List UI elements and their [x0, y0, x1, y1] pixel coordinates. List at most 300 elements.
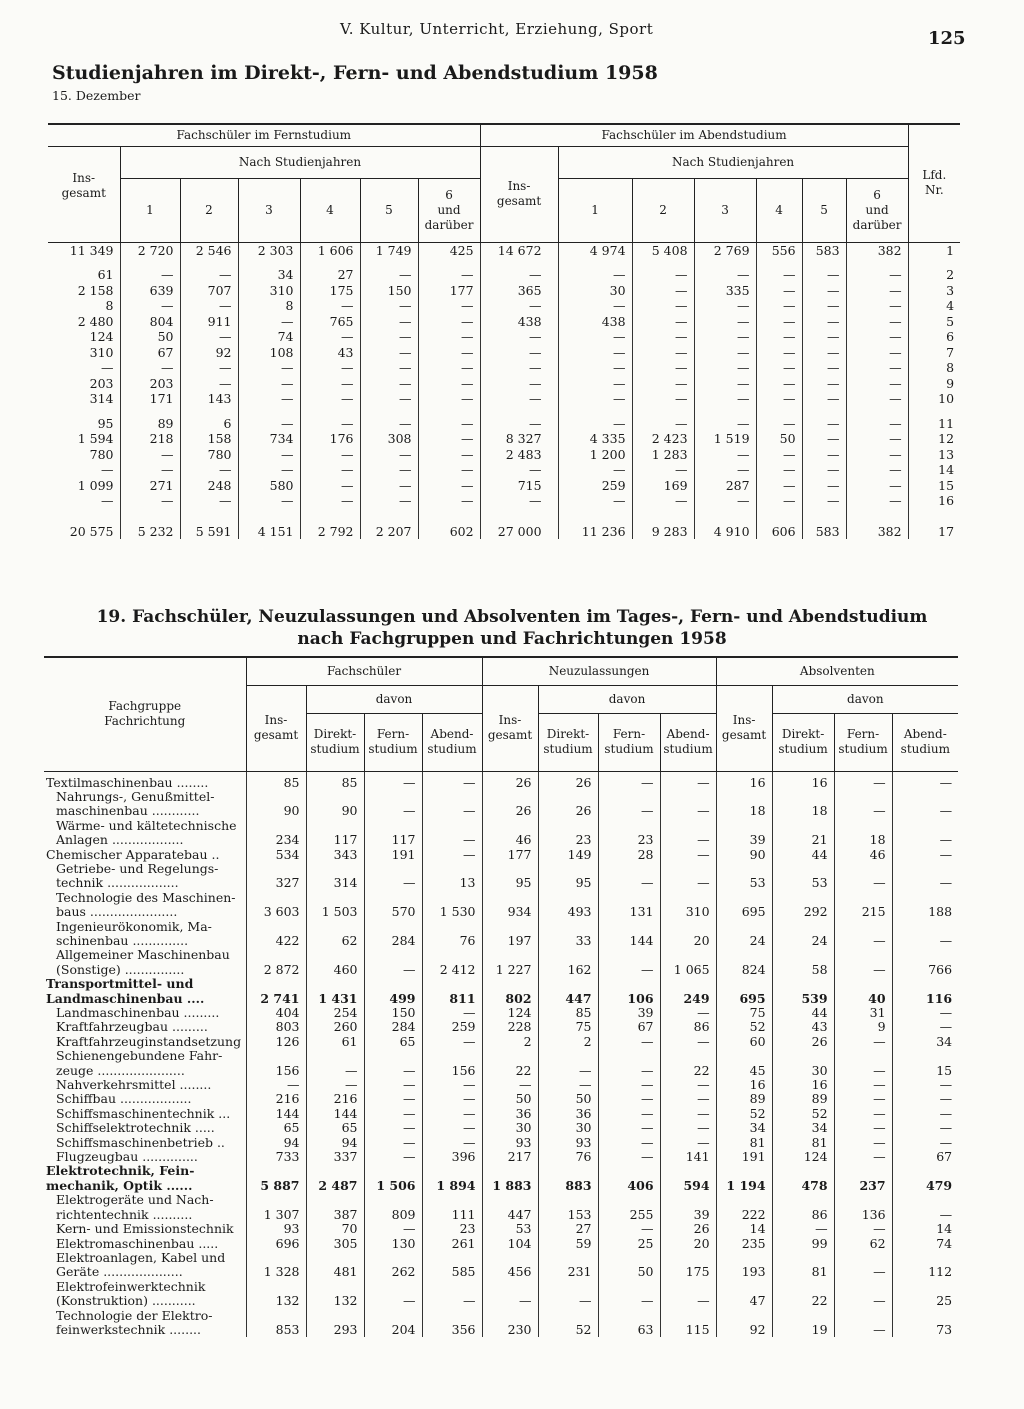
table-cell: —: [360, 314, 418, 330]
table-cell: —: [306, 1078, 364, 1092]
table-cell: 61: [48, 267, 120, 283]
table-cell: 235: [716, 1237, 772, 1251]
table-cell: 26: [482, 804, 538, 818]
table-row: [44, 1294, 958, 1308]
table-cell: —: [846, 376, 908, 392]
table-cell: [482, 948, 538, 962]
table-cell: 230: [482, 1323, 538, 1337]
table-cell: 8: [48, 298, 120, 314]
table-cell: 2: [482, 1035, 538, 1049]
table-cell: 404: [246, 1006, 306, 1020]
table-cell: 602: [418, 518, 480, 540]
table-cell: 14 672: [480, 242, 558, 258]
row-number: 9: [946, 375, 955, 391]
table-row: [48, 478, 960, 494]
head-absolventen: Absolventen: [716, 657, 958, 685]
table-cell: 177: [418, 283, 480, 299]
table-study-years: [48, 123, 960, 539]
table-row: [44, 1020, 958, 1034]
row-label: Kern- und Emissionstechnik: [44, 1222, 246, 1236]
table-cell: [306, 862, 364, 876]
row-label: Landmaschinenbau .........: [44, 1006, 246, 1020]
table-cell: [892, 948, 958, 962]
table-cell: 4 910: [694, 518, 756, 540]
table-cell: —: [939, 774, 953, 790]
table-cell: [306, 1309, 364, 1323]
table-cell: —: [598, 1222, 660, 1236]
table-cell: 52: [716, 1107, 772, 1121]
table-cell: 2 741: [246, 992, 306, 1006]
table-cell: 22: [482, 1064, 538, 1078]
table-cell: 76: [422, 934, 482, 948]
table-cell: —: [480, 345, 558, 361]
table-cell: [364, 790, 422, 804]
table-cell: —: [246, 1078, 306, 1092]
table-cell: —: [300, 478, 360, 494]
row-label: Chemischer Apparatebau ..: [44, 848, 246, 862]
table-cell: [834, 819, 892, 833]
table-cell: 59: [538, 1237, 598, 1251]
table-cell: 47: [716, 1294, 772, 1308]
table-row: [44, 1049, 958, 1063]
table-cell: [538, 1049, 598, 1063]
table-row: [44, 1035, 958, 1049]
row-number: 2: [946, 267, 955, 283]
table-cell: 26: [538, 771, 598, 790]
table-cell: —: [558, 345, 632, 361]
spacer-cell: [694, 258, 756, 267]
table-cell: 2 546: [180, 242, 238, 258]
table-cell: 2 792: [300, 518, 360, 540]
table-cell: [538, 1193, 598, 1207]
table-cell: —: [418, 462, 480, 478]
table-cell: [482, 977, 538, 991]
table-cell: 176: [300, 431, 360, 447]
head-insgesamt: Ins- gesamt: [48, 146, 120, 242]
table-cell: 132: [306, 1294, 364, 1308]
table-row: [44, 1092, 958, 1106]
table-cell: [660, 790, 716, 804]
table-cell: [772, 1251, 834, 1265]
table-cell: 284: [364, 1020, 422, 1034]
spacer-cell: [48, 258, 120, 267]
table-cell: 27: [538, 1222, 598, 1236]
table-cell: [892, 1193, 958, 1207]
spacer-cell: [480, 258, 558, 267]
spacer-cell: [558, 509, 632, 518]
table-row: [44, 819, 958, 833]
table-row: [48, 258, 960, 267]
table-cell: 30: [482, 1121, 538, 1135]
table-cell: 249: [660, 992, 716, 1006]
spacer-cell: [180, 509, 238, 518]
table-cell: —: [632, 376, 694, 392]
table-row: [44, 1064, 958, 1078]
table-cell: [598, 891, 660, 905]
table-cell: [422, 790, 482, 804]
table-cell: [598, 819, 660, 833]
table-cell: 606: [756, 518, 802, 540]
table-cell: 65: [364, 1035, 422, 1049]
table-cell: —: [660, 1294, 716, 1308]
row-number: 5: [946, 313, 955, 329]
table-cell: 293: [306, 1323, 364, 1337]
table-cell: 16: [716, 1078, 772, 1092]
table-cell: —: [480, 267, 558, 283]
table-cell: [364, 1251, 422, 1265]
table-cell: —: [802, 376, 846, 392]
table-cell: —: [300, 298, 360, 314]
table-cell: —: [364, 1121, 422, 1135]
table-cell: —: [558, 298, 632, 314]
table-cell: —: [694, 329, 756, 345]
spacer-cell: [48, 407, 120, 416]
table-cell: —: [418, 314, 480, 330]
table-cell: [246, 1251, 306, 1265]
spacer-cell: [300, 407, 360, 416]
table-cell: —: [238, 376, 300, 392]
table-cell: [538, 1164, 598, 1178]
table-cell: —: [694, 376, 756, 392]
table-cell: 314: [48, 391, 120, 407]
row-label: Kraftfahrzeuginstandsetzung: [44, 1035, 246, 1049]
table-cell: 169: [632, 478, 694, 494]
table2-subtitle: nach Fachgruppen und Fachrichtungen 1958: [297, 629, 727, 649]
table-cell: [306, 1049, 364, 1063]
head-year: 1: [558, 178, 632, 242]
row-label: Schiffbau ..................: [44, 1092, 246, 1106]
table-cell: 292: [772, 905, 834, 919]
table-cell: 50: [482, 1092, 538, 1106]
table-cell: [598, 1164, 660, 1178]
table-cell: [246, 1309, 306, 1323]
spacer-cell: [756, 509, 802, 518]
table-row: [44, 1323, 958, 1337]
spacer-cell: [802, 509, 846, 518]
table-cell: 86: [772, 1208, 834, 1222]
table-cell: 406: [598, 1179, 660, 1193]
row-label: Wärme- und kältetechnische: [44, 819, 246, 833]
table-cell: [716, 819, 772, 833]
table-cell: 639: [120, 283, 180, 299]
spacer-cell: [360, 509, 418, 518]
table-cell: [482, 1049, 538, 1063]
table-cell: 824: [716, 963, 772, 977]
table-cell: —: [846, 345, 908, 361]
row-label: Schiffsmaschinentechnik ...: [44, 1107, 246, 1121]
table-cell: 21: [772, 833, 834, 847]
spacer-cell: [756, 258, 802, 267]
table-cell: —: [360, 462, 418, 478]
row-label: (Sonstige) ...............: [44, 963, 246, 977]
head-abendstudium: Abend- studium: [422, 713, 482, 771]
table-cell: —: [834, 934, 892, 948]
table-cell: 50: [756, 431, 802, 447]
table-cell: 16: [716, 771, 772, 790]
table-cell: 534: [246, 848, 306, 862]
table-cell: —: [480, 298, 558, 314]
table-cell: [892, 819, 958, 833]
table-cell: [538, 1309, 598, 1323]
table-cell: 4 151: [238, 518, 300, 540]
table-cell: 144: [246, 1107, 306, 1121]
table-cell: 62: [834, 1237, 892, 1251]
table-cell: —: [756, 462, 802, 478]
row-label: Nahrungs-, Genußmittel-: [44, 790, 246, 804]
spacer-cell: [360, 258, 418, 267]
table-cell: 1 328: [246, 1265, 306, 1279]
table-cell: 9: [834, 1020, 892, 1034]
table-cell: [598, 790, 660, 804]
table-cell: [834, 1251, 892, 1265]
table-row: [48, 345, 960, 361]
row-label: schinenbau ..............: [44, 934, 246, 948]
table-cell: 499: [364, 992, 422, 1006]
table-cell: 106: [598, 992, 660, 1006]
row-number: 13: [938, 446, 955, 462]
table-cell: —: [802, 447, 846, 463]
table-cell: —: [756, 345, 802, 361]
table-cell: —: [598, 1078, 660, 1092]
table-cell: 52: [716, 1020, 772, 1034]
table-cell: —: [834, 1294, 892, 1308]
table-cell: 2: [538, 1035, 598, 1049]
table-cell: [422, 1193, 482, 1207]
table-cell: [246, 1164, 306, 1178]
table-cell: —: [418, 391, 480, 407]
table-cell: 248: [180, 478, 238, 494]
table-row: [44, 1136, 958, 1150]
table-cell: —: [180, 298, 238, 314]
table-cell: —: [756, 314, 802, 330]
table-cell: —: [802, 493, 846, 509]
table-cell: [892, 891, 958, 905]
table-cell: —: [834, 963, 892, 977]
spacer-cell: [48, 509, 120, 518]
table-cell: 26: [482, 771, 538, 790]
table-cell: —: [360, 447, 418, 463]
row-label: Allgemeiner Maschinenbau: [44, 948, 246, 962]
table-cell: —: [660, 804, 716, 818]
table-cell: 22: [660, 1064, 716, 1078]
table-cell: 1 065: [660, 963, 716, 977]
table-cell: 19: [772, 1323, 834, 1337]
table-cell: [834, 1309, 892, 1323]
table-cell: 314: [306, 876, 364, 890]
table-row: [44, 905, 958, 919]
table-cell: —: [756, 416, 802, 432]
table-cell: 132: [246, 1294, 306, 1308]
row-number: 14: [938, 462, 955, 478]
table-cell: —: [694, 493, 756, 509]
running-title: V. Kultur, Unterricht, Erziehung, Sport: [340, 20, 654, 38]
table-cell: —: [834, 771, 892, 790]
row-label: richtentechnik ..........: [44, 1208, 246, 1222]
table-cell: 23: [598, 833, 660, 847]
table-cell: —: [756, 298, 802, 314]
table-cell: —: [660, 771, 716, 790]
table-row: [44, 790, 958, 804]
table-cell: [482, 1193, 538, 1207]
table-cell: [892, 862, 958, 876]
table-cell: 1 283: [632, 447, 694, 463]
table-cell: —: [364, 963, 422, 977]
table-cell: [892, 977, 958, 991]
table-cell: —: [364, 804, 422, 818]
table-row: [48, 376, 960, 392]
head-davon: davon: [772, 685, 958, 713]
table-cell: [892, 1251, 958, 1265]
table-cell: 93: [482, 1136, 538, 1150]
table-cell: —: [846, 493, 908, 509]
table-cell: [660, 1193, 716, 1207]
table1-title: Studienjahren im Direkt-, Fern- und Abendstudium 1958: [52, 62, 658, 84]
table-cell: 216: [306, 1092, 364, 1106]
table-cell: —: [558, 376, 632, 392]
table-cell: 156: [246, 1064, 306, 1078]
table-cell: [422, 862, 482, 876]
table-row: [44, 1078, 958, 1092]
table-cell: [772, 920, 834, 934]
table-cell: —: [418, 376, 480, 392]
table-cell: [482, 1251, 538, 1265]
table-cell: —: [694, 391, 756, 407]
table-cell: 188: [928, 904, 953, 920]
table-cell: 802: [482, 992, 538, 1006]
table-cell: 8 327: [480, 431, 558, 447]
row-label: Elektromaschinenbau .....: [44, 1237, 246, 1251]
table-cell: 52: [772, 1107, 834, 1121]
table1-date: 15. Dezember: [52, 88, 141, 103]
head-neuzulassungen: Neuzulassungen: [482, 657, 716, 685]
table-cell: —: [238, 314, 300, 330]
table-cell: 34: [772, 1121, 834, 1135]
table-cell: 74: [936, 1235, 953, 1251]
table-cell: [772, 1164, 834, 1178]
table-cell: 310: [238, 283, 300, 299]
table-cell: 1 594: [48, 431, 120, 447]
table-cell: 136: [834, 1208, 892, 1222]
row-label: baus ......................: [44, 905, 246, 919]
table-cell: 81: [772, 1136, 834, 1150]
spacer-cell: [480, 407, 558, 416]
table-cell: —: [360, 416, 418, 432]
head-nach-studienjahren: Nach Studienjahren: [558, 146, 908, 178]
table-cell: [716, 1309, 772, 1323]
table-cell: 50: [538, 1092, 598, 1106]
table-cell: —: [834, 1222, 892, 1236]
table2-title: 19. Fachschüler, Neuzulassungen und Absolventen im Tages-, Fern- und Abendstudium: [96, 607, 928, 627]
table-cell: [598, 1193, 660, 1207]
table-cell: [598, 862, 660, 876]
table-cell: 63: [598, 1323, 660, 1337]
table-cell: —: [558, 462, 632, 478]
table-cell: 934: [482, 905, 538, 919]
table-cell: 67: [120, 345, 180, 361]
table-cell: —: [846, 267, 908, 283]
table-cell: —: [939, 1019, 953, 1035]
table-row: [44, 862, 958, 876]
table-cell: [246, 1193, 306, 1207]
table-cell: 85: [246, 771, 306, 790]
table-cell: [660, 891, 716, 905]
table-cell: —: [238, 360, 300, 376]
table-row: [44, 876, 958, 890]
table-cell: 234: [246, 833, 306, 847]
head-fernstudium: Fern- studium: [598, 713, 660, 771]
spacer-cell: [908, 258, 960, 267]
table-cell: —: [418, 345, 480, 361]
table-cell: —: [238, 391, 300, 407]
spacer-cell: [846, 258, 908, 267]
table-cell: —: [360, 329, 418, 345]
table-cell: —: [756, 283, 802, 299]
table-cell: —: [418, 431, 480, 447]
table-cell: —: [300, 329, 360, 345]
row-label: Anlagen ..................: [44, 833, 246, 847]
table-cell: [598, 1280, 660, 1294]
table-cell: [834, 977, 892, 991]
table-cell: 228: [482, 1020, 538, 1034]
table-cell: —: [939, 803, 953, 819]
table-cell: 222: [716, 1208, 772, 1222]
table-cell: [364, 862, 422, 876]
table-cell: 438: [558, 314, 632, 330]
spacer-cell: [632, 258, 694, 267]
table-row: [48, 298, 960, 314]
table-cell: —: [846, 416, 908, 432]
page-number: 125: [928, 28, 966, 49]
table-row: [44, 1251, 958, 1265]
table-cell: —: [939, 875, 953, 891]
table-cell: —: [558, 267, 632, 283]
table-row: [48, 416, 960, 432]
table-cell: 28: [598, 848, 660, 862]
table-cell: 14: [936, 1221, 953, 1237]
head-year: 4: [756, 178, 802, 242]
row-number: 6: [946, 329, 955, 345]
table-cell: 81: [716, 1136, 772, 1150]
table-cell: 260: [306, 1020, 364, 1034]
table-cell: —: [756, 391, 802, 407]
table-cell: 30: [538, 1121, 598, 1135]
table-cell: 34: [936, 1033, 953, 1049]
table-cell: [482, 1309, 538, 1323]
table-cell: —: [660, 833, 716, 847]
table-cell: [892, 1049, 958, 1063]
row-label: feinwerkstechnik ........: [44, 1323, 246, 1337]
table-cell: [716, 862, 772, 876]
table-cell: [834, 1280, 892, 1294]
table-cell: 74: [238, 329, 300, 345]
table-cell: 95: [48, 416, 120, 432]
table-cell: —: [300, 462, 360, 478]
table-cell: —: [834, 1323, 892, 1337]
table-cell: 52: [538, 1323, 598, 1337]
table-cell: [306, 1280, 364, 1294]
row-label: Schiffsmaschinenbetrieb ..: [44, 1136, 246, 1150]
table-row: [48, 283, 960, 299]
table-cell: —: [632, 329, 694, 345]
table-cell: 141: [660, 1150, 716, 1164]
table-cell: 85: [538, 1006, 598, 1020]
spacer-cell: [632, 509, 694, 518]
row-label: Technologie der Elektro-: [44, 1309, 246, 1323]
table-cell: —: [418, 447, 480, 463]
table-cell: [716, 1164, 772, 1178]
table-cell: —: [422, 848, 482, 862]
table-cell: —: [360, 298, 418, 314]
